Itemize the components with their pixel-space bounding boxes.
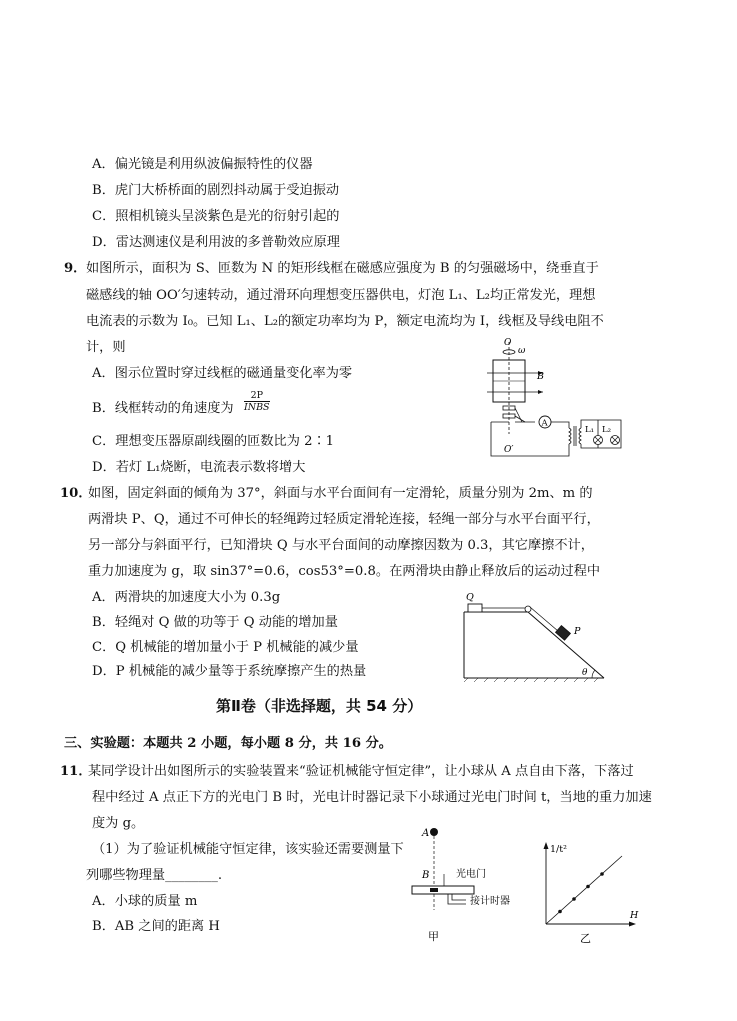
x-axis-label: H <box>630 910 639 921</box>
q8-option-c: C．照相机镜头呈淡紫色是光的衍射引起的 <box>92 209 340 224</box>
q11-stem-line-2: 程中经过 A 点正下方的光电门 B 时，光电计时器记录下小球通过光电门时间 t，当地的重力加速 <box>92 790 652 805</box>
q11-sub1-line-1: （1）为了验证机械能守恒定律，该实验还需要测量下 <box>92 842 404 857</box>
q9-option-a: A．图示位置时穿过线框的磁通量变化率为零 <box>92 366 353 381</box>
label-photogate: 光电门 <box>456 869 486 880</box>
caption-jia: 甲 <box>428 930 439 943</box>
q10-option-c: C．Q 机械能的增加量小于 P 机械能的减少量 <box>92 640 359 655</box>
q10-option-a: A．两滑块的加速度大小为 0.3g <box>92 590 281 605</box>
y-axis-label: 1/t² <box>550 844 567 855</box>
label-l2: L₂ <box>602 425 612 435</box>
data-point <box>558 910 562 914</box>
q10-stem-line-4: 重力加速度为 g，取 sin37°=0.6，cos53°=0.8。在两滑块由静止释放后的运动过程中 <box>88 564 601 579</box>
q10-stem-line-3: 另一部分与斜面平行，已知滑块 Q 与水平台面间的动摩擦因数为 0.3，其它摩擦不计， <box>88 538 594 553</box>
q9-option-b: B．线框转动的角速度为 <box>92 401 234 416</box>
label-l: L₁ <box>585 425 595 435</box>
label-b-field: B <box>537 371 544 382</box>
incline <box>528 612 604 678</box>
q10-option-d: D．P 机械能的减少量等于系统摩擦产生的热量 <box>92 664 367 679</box>
q10-stem-line-1: 如图，固定斜面的倾角为 37°，斜面与水平台面间有一定滑轮，质量分别为 2m、m 的 <box>88 486 593 501</box>
ball-icon <box>430 828 438 836</box>
data-point <box>586 885 590 889</box>
label-o-prime: O′ <box>504 445 514 455</box>
ammeter-label: A <box>541 418 548 429</box>
block-q <box>468 604 482 612</box>
q11-sub1-line-2: 列哪些物理量________. <box>86 868 223 883</box>
data-point <box>600 872 604 876</box>
q11-option-a: A．小球的质量 m <box>92 894 198 909</box>
q8-option-b: B．虎门大桥桥面的剧烈抖动属于受迫振动 <box>92 183 340 198</box>
q9-stem-line-2: 磁感线的轴 OO′匀速转动，通过滑环向理想变压器供电，灯泡 L₁、L₂均正常发光，理想 <box>86 288 596 303</box>
q9-stem-line-3: 电流表的示数为 I₀。已知 L₁、L₂的额定功率均为 P，额定电流均为 I，线框及导线电阻不 <box>86 314 604 329</box>
label-b: B <box>422 870 430 881</box>
q10-stem-line-2: 两滑块 P、Q，通过不可伸长的轻绳跨过轻质定滑轮连接，轻绳一部分与水平台面平行， <box>88 512 600 527</box>
q8-option-d: D．雷达测速仪是利用波的多普勒效应原理 <box>92 235 340 250</box>
data-point <box>572 897 576 901</box>
fraction-denominator: INBS <box>244 402 270 413</box>
q11-figure-jia <box>408 822 530 946</box>
label-theta: θ <box>582 668 588 678</box>
label-a: A <box>422 828 430 839</box>
part2-title: 第Ⅱ卷（非选择题，共 54 分） <box>216 697 423 715</box>
transformer-secondary <box>579 428 581 444</box>
q11-stem-line-1: 某同学设计出如图所示的实验装置来“验证机械能守恒定律”，让小球从 A 点自由下落，下落过 <box>88 764 634 779</box>
caption-yi: 乙 <box>580 932 591 945</box>
q10-number: 10． <box>60 486 92 501</box>
q11-figure-yi <box>532 838 652 948</box>
fit-line <box>546 856 622 924</box>
q9-option-b-fraction <box>244 390 270 413</box>
q8-option-a: A．偏光镜是利用纵波偏振特性的仪器 <box>92 157 313 172</box>
q9-stem-line-1: 如图所示，面积为 S、匝数为 N 的矩形线框在磁感应强度为 B 的匀强磁场中，绕垂直于 <box>86 261 599 276</box>
label-o-top: O <box>504 338 512 348</box>
label-omega: ω <box>518 346 526 356</box>
label-q: Q <box>466 592 474 603</box>
q11-number: 11． <box>60 764 92 779</box>
label-timer: 接计时器 <box>470 896 510 907</box>
transformer-primary <box>569 428 571 444</box>
q11-option-b: B．AB 之间的距离 H <box>92 919 220 934</box>
q9-figure <box>485 336 625 458</box>
q9-number: 9． <box>64 261 87 276</box>
photogate <box>412 886 474 894</box>
fraction-numerator: 2P <box>250 390 263 401</box>
q9-stem-line-4: 计，则 <box>86 340 126 355</box>
section3-title: 三、实验题：本题共 2 小题，每小题 8 分，共 16 分。 <box>64 736 392 751</box>
q9-option-c: C．理想变压器原副线圈的匝数比为 2∶1 <box>92 434 335 449</box>
label-p: P <box>574 626 581 637</box>
q10-option-b: B．轻绳对 Q 做的功等于 Q 动能的增加量 <box>92 615 338 630</box>
q11-stem-line-3: 度为 g。 <box>92 816 145 831</box>
q10-figure <box>458 590 610 682</box>
q9-option-d: D．若灯 L₁烧断，电流表示数将增大 <box>92 460 306 475</box>
